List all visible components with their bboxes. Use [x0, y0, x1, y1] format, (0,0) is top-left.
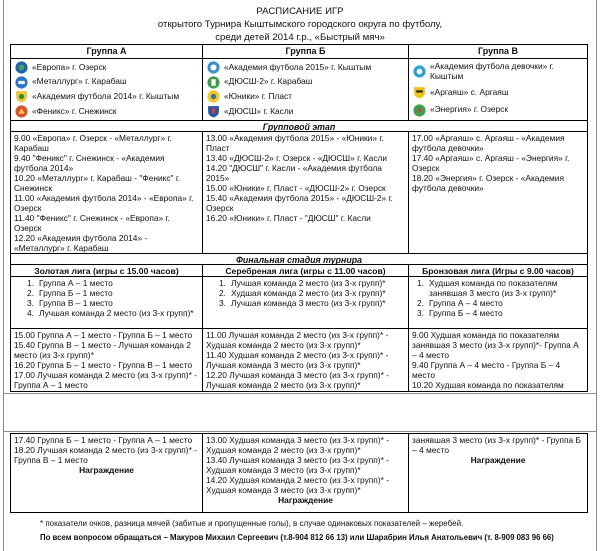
group-b-games — [203, 132, 409, 253]
participant-number: 2. — [27, 288, 34, 298]
game-item: 12.20 «Академия футбола 2014» - «Металлург» г. Карабаш — [14, 233, 148, 253]
participant-number: 1. — [417, 278, 424, 288]
game-item: 9.00 «Европа» г. Озерск - «Металлург» г. Карабаш — [14, 133, 172, 153]
league-participants-row — [11, 277, 587, 329]
game-item: 18.20 «Энергия» г. Озерск - «Академия футбола девочки» — [412, 173, 564, 193]
league-header-row — [11, 265, 587, 277]
game-item: 11.00 «Академия футбола 2014» - «Европа» г. Озерск — [14, 193, 194, 213]
yuniki-logo-icon — [207, 90, 220, 103]
gold-league-games-continued — [11, 434, 203, 512]
game-item: 14.20 Худшая команда 2 место (из 3-х групп)* - Худшая команда 3 место (из 3-х групп)* — [206, 475, 389, 495]
participant-number: 3. — [417, 308, 424, 318]
award-ceremony: Награждение — [470, 455, 526, 465]
league-participant — [27, 298, 199, 308]
academy-2015-logo-icon — [207, 61, 220, 74]
group-a-header: Группа А — [11, 45, 203, 58]
document-title — [0, 5, 600, 44]
game-item: 13.40 Лучшая команда 3 место (из 3-х групп)* - Худшая команда 3 место (из 3-х групп)* — [206, 455, 389, 475]
league-participant — [27, 278, 199, 288]
team-name: «Академия футбола девочки» г. Кыштым — [430, 61, 554, 81]
participant-number: 3. — [219, 298, 226, 308]
team-entry — [413, 86, 584, 99]
participant-text: Худшая команда по показателям занявшая 3 место (из 3-х групп)* — [429, 278, 558, 298]
participant-text: Лучшая команда 2 место (из 3-х групп)* — [231, 278, 386, 288]
league-participant — [27, 288, 199, 298]
metallurg-logo-icon — [15, 76, 28, 89]
gold-league-header: Золотая лига (игры с 15.00 часов) — [11, 265, 203, 276]
team-entry — [15, 61, 199, 74]
academy-girls-logo-icon — [413, 65, 426, 78]
game-item: 12.20 Лучшая команда 3 место (из 3-х групп)* - Лучшая команда 2 место (из 3-х групп)* — [206, 370, 389, 390]
team-entry — [207, 61, 405, 74]
participant-text: Группа Б – 1 место — [39, 288, 113, 298]
team-entry — [207, 76, 405, 89]
group-b-header: Группа Б — [203, 45, 409, 58]
group-v-games — [409, 132, 587, 253]
dyussh-2-logo-icon — [207, 76, 220, 89]
schedule-table — [10, 44, 588, 392]
silver-league-games — [203, 329, 409, 391]
team-name: «Энергия» г. Озерск — [430, 104, 508, 115]
bronze-league-participants — [409, 277, 587, 328]
award-ceremony: Награждение — [79, 465, 134, 475]
team-entry — [15, 90, 199, 103]
group-stage-heading-row — [11, 121, 587, 132]
group-a-games — [11, 132, 203, 253]
game-item: 15.40 «Академия футбола 2015» - «ДЮСШ-2» г. Озерск — [206, 193, 393, 213]
group-v-teams — [409, 59, 587, 120]
team-entry — [15, 76, 199, 89]
final-games-row-page2 — [11, 434, 587, 513]
page-break-top — [3, 431, 597, 432]
schedule-table-continued — [10, 433, 588, 513]
team-name: «Академия футбола 2014» г. Кыштым — [32, 91, 180, 102]
game-item: занявшая 3 место (из 3-х групп)* - Группа Б – 4 место — [412, 435, 581, 455]
final-games-row-page1 — [11, 329, 587, 392]
game-item: 17.00 Лучшая команда 2 место (из 3-х групп)* - Группа А – 1 место — [14, 370, 197, 390]
game-item: 16.20 «Юники» г. Пласт - "ДЮСШ" г. Касли — [206, 213, 371, 223]
team-entry — [15, 105, 199, 118]
game-item: 14.20 "ДЮСШ" г. Касли - «Академия футбола 2015» — [206, 163, 382, 183]
game-item: 15.00 «Юники» г. Пласт - «ДЮСШ-2» г. Озерск — [206, 183, 386, 193]
academy-2014-logo-icon — [15, 90, 28, 103]
game-item: 9.40 "Феникс" г. Снежинск - «Академия футбола 2014» — [14, 153, 165, 173]
team-name: «ДЮСШ-2» г. Карабаш — [224, 76, 313, 87]
game-item: 9.00 Худшая команда по показателям занявшая 3 место (из 3-х групп)*- Группа А – 4 место — [412, 330, 579, 360]
final-stage-heading-row — [11, 254, 587, 265]
participant-text: Группа В – 1 место — [39, 298, 113, 308]
final-stage-heading: Финальная стадия турнира — [236, 255, 362, 264]
dyussh-kasli-logo-icon — [207, 105, 220, 118]
feniks-logo-icon — [15, 105, 28, 118]
team-entry — [207, 105, 405, 118]
gold-league-games — [11, 329, 203, 391]
game-item: 16.20 Группа Б – 1 место - Группа В – 1 место — [14, 360, 193, 370]
participant-number: 4. — [27, 308, 34, 318]
game-item: 11.00 Лучшая команда 2 место (из 3-х групп)* - Худшая команда 2 место (из 3-х групп)* — [206, 330, 389, 350]
team-name: «Юники» г. Пласт — [224, 91, 293, 102]
page-edge-left — [3, 0, 4, 551]
energiya-logo-icon — [413, 104, 426, 117]
group-v-header: Группа В — [477, 46, 519, 56]
game-item: 15.40 Группа В – 1 место - Лучшая команда 2 место (из 3-х групп)* — [14, 340, 191, 360]
league-participant — [417, 298, 584, 308]
group-stage-heading: Групповой этап — [262, 122, 336, 131]
participant-number: 1. — [219, 278, 226, 288]
team-name: «Металлург» г. Карабаш — [32, 76, 127, 87]
bronze-league-header: Бронзовая лига (Игры с 9.00 часов) — [422, 266, 574, 276]
game-item: 11.40 Худшая команда 2 место (из 3-х групп)* - Лучшая команда 3 место (из 3-х групп)* — [206, 350, 389, 370]
league-participant — [417, 308, 584, 318]
team-entry — [207, 90, 405, 103]
game-item: 11.40 "Феникс" г. Снежинск - «Европа» г. Озерск — [14, 213, 170, 233]
game-item: 15.00 Группа А – 1 место - Группа Б – 1 место — [14, 330, 193, 340]
bronze-league-games — [409, 329, 587, 391]
team-name: «Феникс» г. Снежинск — [32, 105, 117, 116]
teams-row — [11, 59, 587, 121]
group-stage-games-row — [11, 132, 587, 254]
participant-number: 3. — [27, 298, 34, 308]
participant-number: 2. — [219, 288, 226, 298]
team-name: «Академия футбола 2015» г. Кыштым — [224, 61, 372, 72]
bronze-league-games-continued — [409, 434, 587, 512]
league-participant — [219, 288, 405, 298]
participant-number: 1. — [27, 278, 34, 288]
silver-league-header: Серебреная лига (игры с 11.00 часов) — [203, 265, 409, 276]
silver-league-games-continued — [203, 434, 409, 512]
group-b-teams — [203, 59, 409, 120]
contact-info: По всем вопросом обращаться – Макуров Михаил Сергеевич (т.8-904 812 66 13) или Шарабрин Илья Анатольевич (т. 8-909 083 96 66) — [40, 533, 554, 542]
participant-text: Лучшая команда 3 место (из 3-х групп)* — [231, 298, 386, 308]
group-header-row — [11, 45, 587, 59]
game-item: 17.40 Группа Б – 1 место - Группа А – 1 место — [14, 435, 193, 445]
game-item: 18.20 Лучшая команда 2 место (из 3-х групп)* - Группа В – 1 место — [14, 445, 197, 465]
page-edge-right — [596, 0, 597, 551]
award-ceremony: Награждение — [278, 495, 333, 505]
league-participant — [417, 278, 584, 298]
game-item: 10.20 «Металлург» г. Карабаш - "Феникс" г. Снежинск — [14, 173, 181, 193]
participant-text: Худшая команда 2 место (из 3-х групп)* — [231, 288, 386, 298]
league-participant — [219, 298, 405, 308]
league-participant — [27, 308, 199, 318]
title-line-3: среди детей 2014 г.р., «Быстрый мяч» — [215, 32, 385, 43]
argayash-logo-icon — [413, 86, 426, 99]
group-a-teams — [11, 59, 203, 120]
participant-number: 2. — [417, 298, 424, 308]
participant-text: Группа Б – 4 место — [429, 308, 503, 318]
gold-league-participants — [11, 277, 203, 328]
team-name: «ДЮСШ» г. Касли — [224, 105, 294, 116]
game-item: 10.20 Худшая команда по показателям — [412, 380, 564, 390]
title-line-2: открытого Турнира Кыштымского городского округа по футболу, — [157, 19, 443, 30]
page-break-bottom — [3, 393, 597, 394]
team-entry — [413, 104, 584, 117]
footnote: * показатели очков, разница мячей (забитые и пропущенные голы), в случае одинаковых показателей – жеребей. — [40, 519, 464, 528]
game-item: 17.00 «Аргаяш» с. Аргаяш - «Академия футбола девочки» — [412, 133, 565, 153]
game-item: 17.40 «Аргаяш» с. Аргаяш - «Энергия» г. Озерск — [412, 153, 570, 173]
game-item: 13.00 Худшая команда 3 место (из 3-х групп)* - Худшая команда 2 место (из 3-х групп)* — [206, 435, 389, 455]
europa-logo-icon — [15, 61, 28, 74]
team-entry — [413, 62, 584, 81]
game-item: 9.40 Группа А – 4 место - Группа Б – 4 место — [412, 360, 561, 380]
participant-text: Группа А – 1 место — [39, 278, 113, 288]
game-item: 13.00 «Академия футбола 2015» - «Юники» г. Пласт — [206, 133, 384, 153]
game-item: 13.40 «ДЮСШ-2» г. Озерск - «ДЮСШ» г. Касли — [206, 153, 388, 163]
participant-text: Группа А – 4 место — [429, 298, 503, 308]
team-name: «Аргаяш» с. Аргаяш — [430, 86, 509, 97]
silver-league-participants — [203, 277, 409, 328]
team-name: «Европа» г. Озерск — [32, 61, 107, 72]
title-line-1: РАСПИСАНИЕ ИГР — [256, 6, 344, 17]
participant-text: Лучшая команда 2 место (из 3-х групп)* — [39, 308, 194, 318]
league-participant — [219, 278, 405, 288]
